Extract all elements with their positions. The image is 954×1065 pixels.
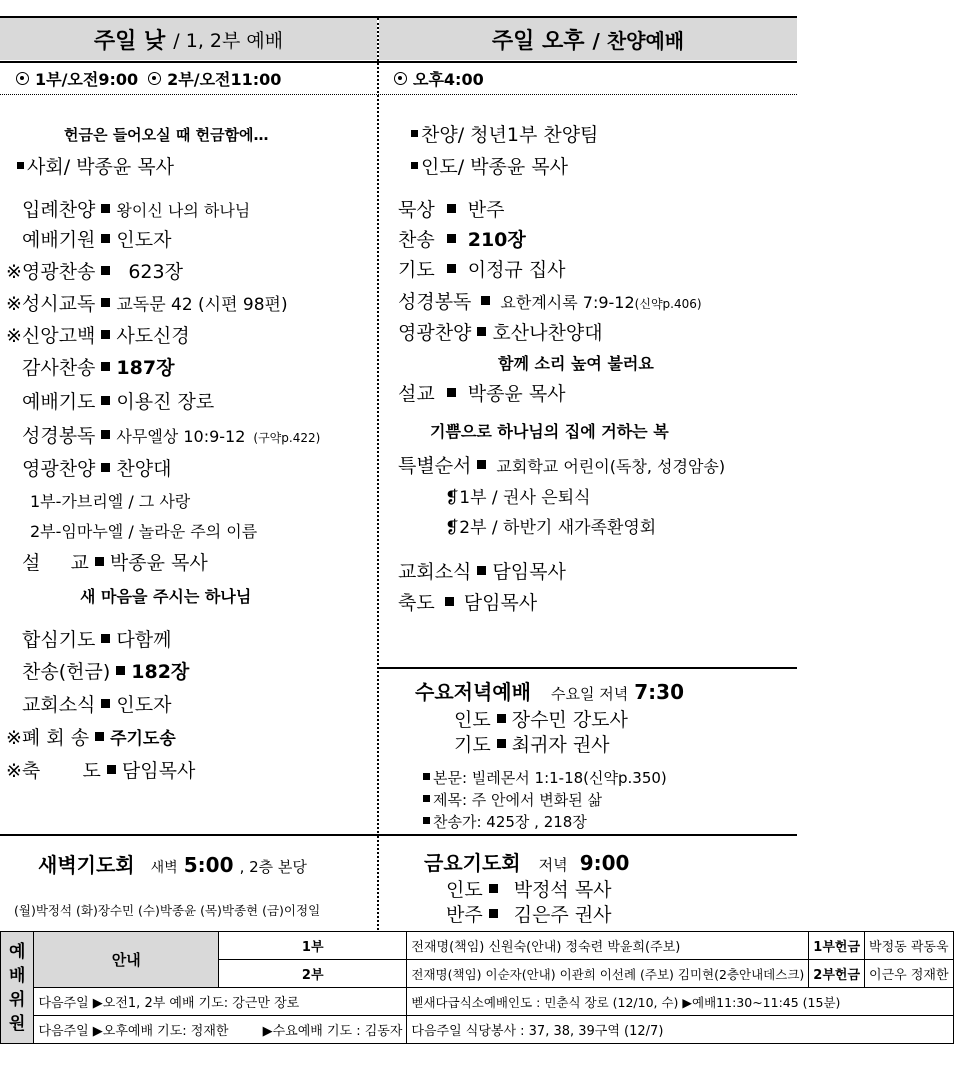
wed-text: 본문: 빌레몬서 1:1-18(신약p.350) — [420, 766, 667, 790]
left-item-1: 예배기원 인도자 — [22, 229, 172, 251]
square-bullet-icon — [497, 739, 506, 748]
time-1: 1부/오전9:00 — [35, 69, 139, 89]
square-bullet-icon — [107, 765, 116, 774]
square-bullet-icon — [423, 817, 430, 824]
left-item-0: 입례찬양 왕이신 나의 하나님 — [22, 199, 251, 221]
right-lead-1: 찬양/ 청년1부 찬양팀 — [408, 123, 598, 147]
square-bullet-icon — [101, 396, 110, 405]
left-header-title-a: 주일 낮 — [93, 28, 166, 54]
right-item-0: 묵상 반주 — [398, 199, 505, 221]
square-bullet-icon — [95, 557, 104, 566]
right-anthem-title: 함께 소리 높여 불러요 — [498, 354, 654, 373]
row1-people: 전재명(책임) 신원숙(안내) 정숙련 박윤희(주보) — [407, 932, 809, 960]
left-item-3: ※성시교독 교독문 42 (시편 98편) — [6, 293, 288, 315]
table-row — [1, 1016, 954, 1044]
right-special: 특별순서 교회학교 어린이(독창, 성경암송) — [398, 455, 726, 477]
section-label: 예배위원 — [1, 932, 34, 1044]
wed-top-border — [378, 667, 797, 669]
right-time — [388, 63, 484, 93]
next-soup-kitchen: 벧새다급식소예배인도 : 민춘식 장로 (12/10, 수) ▶예배11:30~11:45 (15분) — [407, 988, 953, 1016]
right-header-title-b: / 찬양예배 — [592, 28, 685, 53]
right-item-1: 찬송 210장 — [398, 229, 526, 251]
next-prayer-pm: 다음주일 ▶오후예배 기도: 정재한 ▶수요예배 기도 : 김동자 — [34, 1016, 407, 1044]
right-sermon-title: 기쁨으로 하나님의 집에 거하는 복 — [430, 422, 669, 441]
choir-1: 1부-가브리엘 / 그 사랑 — [30, 492, 191, 511]
square-bullet-icon — [423, 773, 430, 780]
fri-lead: 인도 박정석 목사 — [446, 879, 612, 901]
pilcrow-icon: ❡ — [445, 518, 460, 538]
offering-note: 헌금은 들어오실 때 헌금함에… — [64, 126, 269, 144]
row1-part: 1부 — [219, 932, 407, 960]
square-bullet-icon — [497, 714, 506, 723]
row2-offering-label: 2부헌금 — [809, 960, 865, 988]
fri-title-line: 금요기도회 저녁 9:00 — [424, 851, 630, 875]
column-divider — [377, 18, 379, 833]
square-bullet-icon — [447, 388, 456, 397]
column-divider-lower — [377, 836, 379, 930]
subhead-divider — [0, 94, 797, 95]
time-pm: 오후4:00 — [413, 69, 484, 89]
right-item-3: 성경봉독 요한계시록 7:9-12(신약p.406) — [398, 291, 702, 313]
square-bullet-icon — [101, 234, 110, 243]
next-prayer-am: 다음주일 ▶오전1, 2부 예배 기도: 강근만 장로 — [34, 988, 407, 1016]
radio-bullet-icon — [148, 72, 161, 85]
row1-offering-label: 1부헌금 — [809, 932, 865, 960]
mid-border — [0, 834, 797, 836]
left-item-4: ※신앙고백 사도신경 — [6, 325, 190, 347]
square-bullet-icon — [101, 298, 110, 307]
square-bullet-icon — [489, 884, 498, 893]
left-header — [0, 18, 377, 60]
left-sermon: 설 교 박종윤 목사 — [22, 552, 208, 574]
table-row — [1, 988, 954, 1016]
square-bullet-icon — [423, 795, 430, 802]
wed-title-line: 수요저녁예배 수요일 저녁 7:30 — [415, 680, 684, 704]
left-times — [10, 63, 281, 93]
footer-table — [0, 931, 954, 1044]
left-item2-1: 찬송(헌금) 182장 — [22, 661, 190, 683]
square-bullet-icon — [447, 204, 456, 213]
left-item2-2: 교회소식 인도자 — [22, 694, 172, 716]
square-bullet-icon — [116, 666, 125, 675]
square-bullet-icon — [101, 699, 110, 708]
choir-2: 2부-임마누엘 / 놀라운 주의 이름 — [30, 522, 258, 541]
square-bullet-icon — [477, 460, 486, 469]
radio-bullet-icon — [16, 72, 29, 85]
right-header — [379, 18, 797, 60]
row2-part: 2부 — [219, 960, 407, 988]
left-item2-4: ※축 도 담임목사 — [6, 760, 196, 782]
right-special-2: ❡2부 / 하반기 새가족환영회 — [445, 518, 657, 538]
square-bullet-icon — [101, 634, 110, 643]
fri-acc: 반주 김은주 권사 — [446, 904, 612, 926]
table-row — [1, 932, 954, 960]
row2-people: 전재명(책임) 이순자(안내) 이관희 이선례 (주보) 김미현(2층안내데스크) — [407, 960, 809, 988]
wed-lead: 인도 장수민 강도사 — [454, 709, 628, 731]
left-item-8: 영광찬양 찬양대 — [22, 458, 172, 480]
time-2: 2부/오전11:00 — [167, 69, 282, 89]
right-item-2: 기도 이정규 집사 — [398, 259, 566, 281]
left-item2-3: ※폐 회 송 주기도송 — [6, 727, 176, 749]
right-news: 교회소식 담임목사 — [398, 561, 566, 583]
square-bullet-icon — [411, 130, 418, 137]
wed-title: 수요저녁예배 — [415, 680, 531, 704]
square-bullet-icon — [489, 909, 498, 918]
wed-hymns: 찬송가: 425장 , 218장 — [420, 810, 587, 834]
square-bullet-icon — [447, 264, 456, 273]
left-item-5: 감사찬송 187장 — [22, 357, 175, 379]
square-bullet-icon — [101, 266, 110, 275]
left-item2-0: 합심기도 다함께 — [22, 629, 172, 651]
radio-bullet-icon — [394, 72, 407, 85]
right-item-4: 영광찬양 호산나찬양대 — [398, 322, 603, 344]
pilcrow-icon: ❡ — [445, 488, 460, 508]
square-bullet-icon — [17, 162, 24, 169]
square-bullet-icon — [101, 330, 110, 339]
left-item-7: 성경봉독 사무엘상 10:9-12 (구약p.422) — [22, 425, 321, 447]
square-bullet-icon — [101, 430, 110, 439]
square-bullet-icon — [481, 296, 490, 305]
left-sermon-title: 새 마음을 주시는 하나님 — [80, 587, 252, 606]
square-bullet-icon — [445, 597, 454, 606]
host-line: 사회/ 박종윤 목사 — [14, 155, 174, 179]
right-bless: 축도 담임목사 — [398, 592, 538, 614]
right-header-title-a: 주일 오후 — [491, 28, 585, 54]
right-special-1: ❡1부 / 권사 은퇴식 — [445, 488, 591, 508]
square-bullet-icon — [101, 463, 110, 472]
square-bullet-icon — [411, 162, 418, 169]
square-bullet-icon — [101, 204, 110, 213]
right-lead-2: 인도/ 박종윤 목사 — [408, 155, 568, 179]
left-item-6: 예배기도 이용진 장로 — [22, 391, 215, 413]
row2-offering-people: 이근우 정재한 — [865, 960, 953, 988]
guide-label: 안내 — [34, 932, 219, 988]
right-sermon: 설교 박종윤 목사 — [398, 383, 566, 405]
dawn-title-line: 새벽기도회 새벽 5:00 , 2층 본당 — [38, 853, 307, 877]
dawn-leaders: (월)박정석 (화)장수민 (수)박종윤 (목)박종현 (금)이정일 — [14, 903, 321, 918]
left-header-title-b: / 1, 2부 예배 — [173, 29, 284, 52]
square-bullet-icon — [477, 566, 486, 575]
square-bullet-icon — [95, 732, 104, 741]
square-bullet-icon — [477, 327, 486, 336]
square-bullet-icon — [101, 362, 110, 371]
wed-prayer: 기도 최귀자 권사 — [454, 734, 610, 756]
square-bullet-icon — [447, 234, 456, 243]
row1-offering-people: 박정동 곽동욱 — [865, 932, 953, 960]
wed-topic: 제목: 주 안에서 변화된 삶 — [420, 788, 602, 812]
next-kitchen-service: 다음주일 식당봉사 : 37, 38, 39구역 (12/7) — [407, 1016, 953, 1044]
left-item-2: ※영광찬송 623장 — [6, 261, 183, 283]
